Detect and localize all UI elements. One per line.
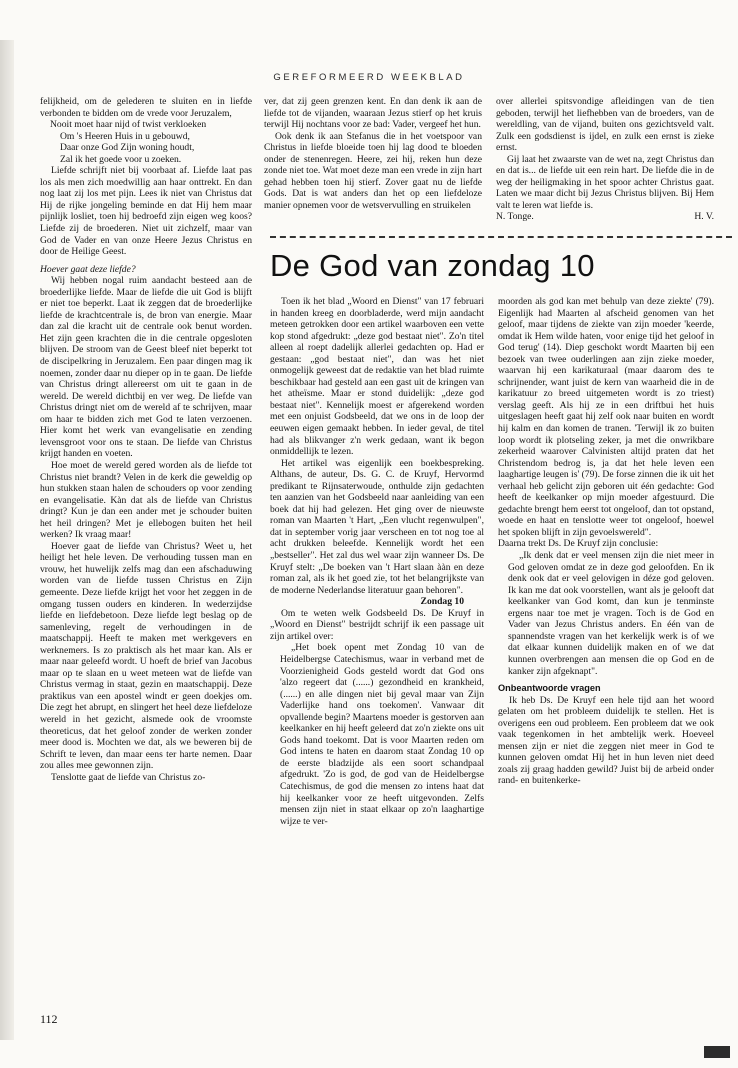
paragraph: over allerlei spitsvondige afleidingen van de tien geboden, terwijl het liefhebben van de broeders, van de wereldling, van de vijand, buiten ons gezichtsveld valt. Zulk een godsdienst is ijdel, en zulk een ernst is zieke ernst. [496, 96, 714, 154]
verse-line: Daar onze God Zijn woning houdt, [60, 142, 195, 154]
column-3-top [496, 96, 714, 230]
column-2-top [264, 96, 482, 230]
paragraph: Hoe moet de wereld gered worden als de liefde tot Christus niet brandt? Velen in de kerk die geweldig op hun stukken staan halen de schouders op voor zending en evangelisatie. Kàn dat als de liefde van Christus dringt? Kun je dan een ander met je schouder buiten het heil dringen? Met je ellebogen buiten het heil werken? Ik vraag maar! [40, 459, 252, 541]
paragraph: Om te weten welk Godsbeeld Ds. De Kruyf in „Woord en Dienst" bestrijdt schrijf ik een passage uit zijn artikel over: [270, 607, 484, 642]
paragraph: Toen ik het blad „Woord en Dienst" van 17 februari in handen kreeg en doorbladerde, werd mijn aandacht meteen getrokken door een artikel waarboven een vette kop stond afgedrukt: „deze god bestaat niet". Zo'n titel alleen al roept dadelijk allerlei gedachten op. Had er gestaan: „god bestaat niet", dan was het niet onmogelijk geweest dat de redaktie van het blad ruimte beschikbaar had gesteld aan een gast uit de kringen van het atheïsme. Maar er stond duidelijk: „deze god bestaat niet". Kennelijk moest er afgerekend worden met een onjuist Godsbeeld, dat we ons in de loop der eeuwen eigen gemaakt hebben. In ieder geval, de titel had als blikvanger z'n werk gedaan, want ik begon onmiddellijk te lezen. [270, 296, 484, 458]
paragraph: felijkheid, om de gelederen te sluiten en in liefde verbonden te bidden om de vrede voor Jeruzalem, [40, 96, 252, 119]
section-subhead: Hoever gaat deze liefde? [40, 263, 136, 275]
paragraph: moorden als god kan met behulp van deze ziekte' (79). Eigenlijk had Maarten al afscheid genomen van het geloof, maar tijdens de ziekte van zijn moeder 'keerde, omdat ik Hem wilde haten, voor enige tijd het geloof in God terug' (14). Diep geschokt wordt Maarten bij een bezoek van twee ouderlingen aan zijn zieke moeder, waarvan hij een karikaturaal (maar daarom des te schrijnender, want juist de kern van waarheid die in de karikatuur zo breed uitgemeten wordt is zo triest) verslag geeft. Als hij ze in een driftbui het huis uitgeslagen heeft gaat hij zelf ook naar buiten en wordt hij kalm en dan komen de tranen. 'Terwijl ik zo buiten loop wordt ik plotseling zeker, ja met die onwrikbare zekerheid waarover Calvinisten altijd praten dat het Christendom bedrog is, ja dat het hele leven een laaghartige leugen is' (79). De forse zinnen die ik uit het verhaal heb gelicht zijn geboren uit één gedachte: God heeft de keelkanker op mijn moeder afgestuurd. Die gedachte brengt hem eerst tot ongeloof, dan tot opstand, woede en haat en tenslotte weer tot ongeloof, hoewel het spoken blijft in zijn gevoelswereld". [498, 296, 714, 538]
verse-line: Om 's Heeren Huis in u gebouwd, [60, 130, 190, 142]
paragraph: Hoever gaat de liefde van Christus? Weet u, het heiligt het hele leven. De verhouding tussen man en vrouw, het huwelijk zelfs mag dan een afschaduwing worden van de liefde tussen Christus en Zijn gemeente. Deze liefde krijgt het voor het zeggen in de omgang tussen ouders en kinderen. In wederzijdse liefde en liefdebetoon. Deze liefde legt beslag op de samenleving, regelt de verhoudingen in de maatschappij. Heeft te maken met werkgevers en werknemers. Is zo praktisch als het maar kan. Als er maar naar geleefd wordt. U hoeft de brief van Jacobus maar op te slaan en u weet meteen wat de liefde van Christus vermag in staat, gezin en maatschappij. Deze praktikus van een apostel windt er geen doekjes om. Die zegt het abrupt, en slingert het heel deze liefdeloze wereld in het gezicht, alsmede ook de vroomste theoreticus, dat het geloof zonder de werken zonder meer dood is. Mochten we dat, als we beweren bij de Schrift te leven, dan maar eens ter harte nemen. Daar zou alles mee gewonnen zijn. [40, 540, 252, 772]
paragraph: Ik heb Ds. De Kruyf een hele tijd aan het woord gelaten om het probleem duidelijk te stellen. Het is overigens een oud probleem. Een probleem dat we ook vaak tegenkomen in het ambtelijk werk. Hoeveel mensen zijn er niet die zeggen niet meer in God te kunnen geloven omdat Hij het in hun leven niet deed zoals zij graag hadden gewild? Juist bij de arbeid onder rand- en buitenkerke- [498, 694, 714, 787]
page-number: 112 [40, 1012, 58, 1026]
hymn-verse [50, 119, 252, 165]
verse-line: Zal ik het goede voor u zoeken. [60, 153, 182, 165]
paragraph: Liefde schrijft niet bij voorbaat af. Liefde laat pas los als men zich moedwillig aan haar onttrekt. En dan nog laat zij los met pijn. Lees ik niet van Christus dat Hij de rijke jongeling beminde en dat Hij hem maar pijnlijk losliet, toen hij bedroefd zijn eigen weg koos? Liefde zij de broederen. Niet uit zichzelf, maar van God de Vader en van onze Heere Jezus Christus en door de Heilige Geest. [40, 165, 252, 258]
paragraph: Het artikel was eigenlijk een boekbespreking. Althans, de auteur, Ds. G. C. de Kruyf, Hervormd predikant te Rijnsaterwoude, onthulde zijn gedachten ten aanzien van het Godsbeeld naar aanleiding van een boek dat hij had gelezen. Het ging over de nieuwste roman van Maarten 't Hart, „Een vlucht regenwulpen", dat in september vorig jaar verscheen en tot nog toe al acht drukken beleefde. Kennelijk wordt het een „bestseller". Het zal dus wel waar zijn wanneer Ds. De Kruyf stelt: „De boeken van 't Hart slaan ààn en deze roman zal, als ik het goed zie, tot het belangrijkste van de moderne Nederlandse literatuur gaan behoren". [270, 457, 484, 596]
binding-shadow [0, 40, 14, 1040]
article-divider [270, 236, 732, 238]
author-name: N. Tonge. [496, 211, 534, 223]
paragraph: Daarna trekt Ds. De Kruyf zijn conclusie: [498, 538, 659, 550]
paragraph: ver, dat zij geen grenzen kent. En dan denk ik aan de liefde tot de vijanden, waaraan Jezus stierf op het kruis terwijl Hij nochtans voor ze bad: Vader, vergeef het hun. [264, 96, 482, 131]
column-1 [40, 96, 252, 1004]
section-subhead: Zondag 10 [420, 596, 464, 608]
paragraph: Ook denk ik aan Stefanus die in het voetspoor van Christus in liefde bloeide toen hij lag dood te bloeden onder de stenenregen. Heere, zei hij, reken hun deze zonde niet toe. Wat moet deze man een vrede in zijn hart gehad hebben toen hij stierf. Zover gaat nu de liefde Gods. Dat is wat anders dan het op een liefdeloze manier opnemen voor de wetsvervulling en struikelen [264, 130, 482, 211]
column-5 [498, 296, 714, 1006]
quotation: „Het boek opent met Zondag 10 van de Heidelbergse Catechismus, waar in verband met de Voorzienigheid Gods gesteld wordt dat God ons 'alzo regeert dat (......) gezondheid en krankheid, (......) en alle dingen niet bij geval maar van Zijn Vaderlijke hand ons toekomen'. Vanwaar dit opvallende begin? Maartens moeder is gestorven aan keelkanker en hij heeft geleerd dat zo'n ziekte ons uit Gods hand toekomt. Dat is voor Maarten reden om God intens te haten en daarom staat Zondag 10 op de eerste bladzijde als een soort schandpaal afgedrukt. 'Zo is god, de god van de Heidelbergse Catechismus, de god die mensen zo intens haat dat hij keelkanker voor ze heeft uitgevonden. Zelfs mensen zijn niet in staat elkaar op zo'n laaghartige wijze te ver- [280, 642, 484, 827]
verse-line: Nooit moet haar nijd of twist verkloeken [50, 119, 207, 131]
print-mark [704, 1046, 730, 1058]
author-initials: H. V. [694, 211, 714, 223]
signature-line [496, 211, 714, 223]
column-4 [270, 296, 484, 1006]
paragraph: Wij hebben nogal ruim aandacht besteed aan de broederlijke liefde. Maar de liefde die uit God is blijft er niet toe beperkt. Laat ik zeggen dat de broederlijke liefde de krachtcentrale is, de bron van energie. Maar dan zal die kracht uit de centrale ook benut worden. Het zijn geen krachten die in die centrale opgesloten blijven. De stroom van de Geest bleef niet beperkt tot de discipelkring in Jeruzalem. Een paar dingen mag ik noemen, zonder daar nu dieper op in te gaan. De liefde van Christus dringt allereerst om uit te gaan in de wereld. De wereld dichtbij en ver weg. De liefde van Christus dringt niet om de wereld af te schrijven, maar om haar te bidden zich met God te laten verzoenen. Hier komt het werk van evangelisatie en zending levensgroot voor ons te staan. De liefde van Christus krijgt handen en voeten. [40, 275, 252, 460]
running-header: GEREFORMEERD WEEKBLAD [273, 72, 465, 83]
quotation: „Ik denk dat er veel mensen zijn die niet meer in God geloven omdat ze in deze god geloofden. En ik denk ook dat er veel gelovigen in déze god geloven. Ik kan me dat ook voorstellen, want als je gelooft dat keelkanker van God komt, dan kun je tenminste ergens naar toe met je vragen. Toch is de God en Vader van Jezus Christus anders. En één van de spannendste vragen van het kerkelijk werk is of we dat elkaar kunnen duidelijk maken en of we dat kunnen overbrengen aan mensen die op God en de kanker zijn afgeknapt". [508, 550, 714, 677]
paragraph: Tenslotte gaat de liefde van Christus zo- [51, 771, 206, 783]
article-title: De God van zondag 10 [270, 248, 595, 283]
paragraph: Gij laat het zwaarste van de wet na, zegt Christus dan en dat is... de liefde uit een rein hart. De liefde die in de weg der heiligmaking in het spoor achter Christus gaat. Laten we maar dicht bij Jezus Christus blijven. Bij Hem valt te leren wat liefde is. [496, 153, 714, 211]
section-subhead: Onbeantwoorde vragen [498, 683, 601, 694]
